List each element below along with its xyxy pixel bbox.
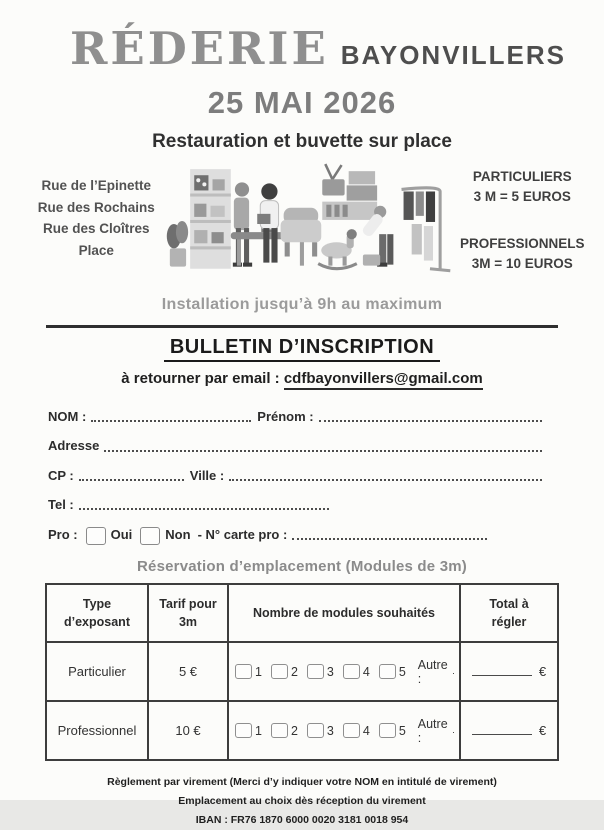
total-input-line-professionnel[interactable] <box>472 733 532 735</box>
modules-3-checkbox-professionnel[interactable] <box>307 723 324 738</box>
reservation-table <box>45 583 559 761</box>
autre-label: Autre : <box>418 658 448 686</box>
street-item: Rue de l’Epinette <box>30 175 163 197</box>
tarif-cell: 10 € <box>148 701 228 760</box>
header-total: Total à régler <box>460 584 558 642</box>
pro-row <box>48 527 548 542</box>
module-count-label: 4 <box>363 724 370 738</box>
pricing-value: 3 M = 5 EUROS <box>449 187 596 207</box>
payment-footer <box>0 773 604 830</box>
modules-4-checkbox-professionnel[interactable] <box>343 723 360 738</box>
phone-row <box>48 498 548 512</box>
event-subtitle: Restauration et buvette sur place <box>0 131 604 153</box>
modules-cell <box>228 642 460 701</box>
carte-pro-input-line[interactable] <box>292 534 487 540</box>
event-date: 25 MAI 2026 <box>0 85 604 121</box>
tel-input-line[interactable] <box>79 504 329 510</box>
reservation-title: Réservation d’emplacement (Modules de 3m) <box>0 558 604 575</box>
pricing-panel <box>449 167 596 274</box>
section-divider <box>46 325 558 328</box>
modules-4-checkbox-particulier[interactable] <box>343 664 360 679</box>
info-band <box>0 153 604 292</box>
prenom-input-line[interactable] <box>319 416 542 422</box>
adresse-input-line[interactable] <box>104 446 542 452</box>
header-type: Type d’exposant <box>46 584 148 642</box>
module-count-label: 5 <box>399 724 406 738</box>
flea-market-scene-icon <box>163 161 449 287</box>
module-count-label: 5 <box>399 665 406 679</box>
iban-line: IBAN : FR76 1870 6000 0020 3181 0018 954 <box>0 811 604 830</box>
cp-label: CP : <box>48 469 74 483</box>
form-title-wrap <box>0 336 604 362</box>
ville-label: Ville : <box>190 469 224 483</box>
euro-suffix: € <box>539 723 546 738</box>
street-item: Rue des Rochains <box>30 197 163 219</box>
module-count-label: 3 <box>327 724 334 738</box>
ville-input-line[interactable] <box>229 475 542 481</box>
street-item: Rue des Cloîtres <box>30 218 163 240</box>
email-link[interactable]: cdfbayonvillers@gmail.com <box>284 370 483 390</box>
oui-label: Oui <box>111 528 133 542</box>
total-input-line-particulier[interactable] <box>472 674 532 676</box>
pro-non-checkbox[interactable] <box>140 527 160 545</box>
flea-market-illustration <box>163 161 449 292</box>
modules-5-checkbox-professionnel[interactable] <box>379 723 396 738</box>
placement-note: Emplacement au choix dès réception du virement <box>0 792 604 811</box>
street-item: Place <box>30 240 163 262</box>
header <box>0 0 604 75</box>
prenom-label: Prénom : <box>257 410 313 424</box>
header-tarif: Tarif pour 3m <box>148 584 228 642</box>
brand-title: RÉDERIE <box>70 22 329 75</box>
nom-input-line[interactable] <box>91 416 251 422</box>
module-count-label: 2 <box>291 724 298 738</box>
streets-list <box>30 175 163 261</box>
registration-fields <box>0 387 604 542</box>
header-modules: Nombre de modules souhaités <box>228 584 460 642</box>
module-count-label: 3 <box>327 665 334 679</box>
tel-label: Tel : <box>48 498 74 512</box>
form-title: BULLETIN D’INSCRIPTION <box>164 336 440 362</box>
nom-label: NOM : <box>48 410 86 424</box>
modules-5-checkbox-particulier[interactable] <box>379 664 396 679</box>
total-cell <box>460 701 558 760</box>
total-cell <box>460 642 558 701</box>
module-count-label: 2 <box>291 665 298 679</box>
address-row <box>48 439 548 453</box>
modules-2-checkbox-professionnel[interactable] <box>271 723 288 738</box>
tarif-cell: 5 € <box>148 642 228 701</box>
return-email-line <box>0 370 604 387</box>
modules-1-checkbox-professionnel[interactable] <box>235 723 252 738</box>
city-title: BAYONVILLERS <box>341 40 566 71</box>
modules-3-checkbox-particulier[interactable] <box>307 664 324 679</box>
modules-cell <box>228 701 460 760</box>
installation-note: Installation jusqu’à 9h au maximum <box>0 296 604 314</box>
type-cell: Particulier <box>46 642 148 701</box>
non-label: Non <box>165 528 190 542</box>
adresse-label: Adresse <box>48 439 99 453</box>
table-row-professionnel <box>46 701 558 760</box>
cp-input-line[interactable] <box>79 475 184 481</box>
autre-label: Autre : <box>418 717 448 745</box>
euro-suffix: € <box>539 664 546 679</box>
payment-instruction: Règlement par virement (Merci d’y indiquer votre NOM en intitulé de virement) <box>0 773 604 792</box>
module-count-label: 1 <box>255 665 262 679</box>
module-count-label: 1 <box>255 724 262 738</box>
pricing-professionnels <box>449 234 596 275</box>
carte-pro-label: - N° carte pro : <box>198 528 288 542</box>
city-row <box>48 469 548 483</box>
modules-2-checkbox-particulier[interactable] <box>271 664 288 679</box>
return-email-prefix: à retourner par email : <box>121 370 279 387</box>
table-header-row <box>46 584 558 642</box>
table-row-particulier <box>46 642 558 701</box>
pro-label: Pro : <box>48 528 78 542</box>
pricing-label: PARTICULIERS <box>449 167 596 187</box>
type-cell: Professionnel <box>46 701 148 760</box>
module-count-label: 4 <box>363 665 370 679</box>
pricing-label: PROFESSIONNELS <box>449 234 596 254</box>
pricing-particuliers <box>449 167 596 208</box>
name-row <box>48 410 548 424</box>
pricing-value: 3M = 10 EUROS <box>449 254 596 274</box>
modules-1-checkbox-particulier[interactable] <box>235 664 252 679</box>
pro-oui-checkbox[interactable] <box>86 527 106 545</box>
